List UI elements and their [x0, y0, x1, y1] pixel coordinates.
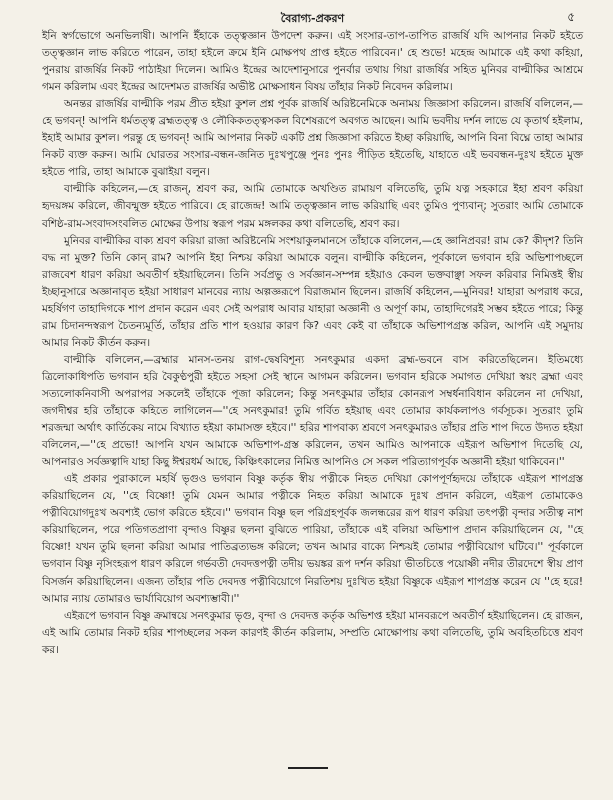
paragraph: বাল্মীকি কহিলেন,—হে রাজন্, শ্রবণ কর, আমি তোমাকে অখণ্ডিত রামায়ণ বলিতেছি, তুমি যত্ন সহকারে ইহা শ্রবণ করিয়া হৃদয়ঙ্গম করিলে, জীবন্মুক্ত হইতে পারিবে। হে রাজেন্দ্র! আমি তত্ত্বজ্ঞান লাভ করিয়াছি এবং তুমিও পুণ্যবান্; সুতরাং আমি তোমাকে বশিষ্ঠ-রাম-সংবাদসংবলিত মোক্ষের উপায় স্বরূপ পরম মঙ্গলকর কথা বলিতেছি, শ্রবণ কর।: [42, 183, 583, 230]
paragraph: ইনি স্বর্গভোগে অনভিলাষী। আপনি ইঁহাকে তত্ত্বজ্ঞান উপদেশ করুন। এই সংসার-তাপ-তাপিত রাজর্ষি যদি আপনার নিকট হইতে তত্ত্বজ্ঞান লাভ করিতে পারেন, তাহা হইলে ক্রমে ইনি মোক্ষপথ প্রাপ্ত হইতে পারিবেন।' হে শুভে! মহেন্দ্র আমাকে এই কথা কহিয়া, পুনরায় রাজর্ষির নিকট পাঠাইয়া দিলেন। আমিও ইন্দ্রের আদেশানুসারে পুনর্বার তথায় গিয়া রাজর্ষির সহিত মুনিবর বাল্মীকির আশ্রমে গমন করিলাম এবং ইন্দ্রের আদেশমত রাজর্ষির অভীষ্ট মোক্ষসাধন বিষয় তাঁহার নিকট নিবেদন করিলাম।: [42, 30, 583, 94]
paragraph: মুনিবর বাল্মীকির বাক্য শ্রবণ করিয়া রাজা অরিষ্টনেমি সংশয়াকুলমানসে তাঁহাকে বলিলেন,—হে জ্ঞানিপ্রবর! রাম কে? কীদৃশ? তিনি বদ্ধ না মুক্ত? তিনি কোন্ রাম? আপনি ইহা নিশ্চয় করিয়া আমাকে বলুন। বাল্মীকি কহিলেন, পূর্বকালে ভগবান হরি অভিশাপচ্ছলে রাজবেশ ধারণ করিয়া অবতীর্ণ হইয়াছিলেন। তিনি সর্বপ্রভু ও সর্বজ্ঞান-সম্পন্ন হইয়াও কেবল ভক্তবাঞ্ছা সফল করিবার নিমিত্তই স্বীয় ইচ্ছানুসারে অজ্ঞানাবৃত হইয়া সাধারণ মানবের ন্যায় অল্পজ্ঞরূপে বিরাজমান ছিলেন। রাজর্ষি কহিলেন,—মুনিবর! যাহারা অপরাধ করে, মহর্ষিগণ তাহাদিগকে শাপ প্রদান করেন এবং সেই অপরাধ আবার যাহারা অজ্ঞানী ও অপূর্ণ কাম, তাহাদিগেরই সম্ভব হইতে পারে; কিন্তু রাম চিদানন্দস্বরূপ চৈতন্যমূর্তি, তাঁহার প্রতি শাপ হওয়ার কারণ কি? এবং কেই বা তাঁহাকে অভিশাপগ্রস্ত করিল, আপনি এই সমুদায় আমার নিকট কীর্তন করুন।: [42, 234, 583, 349]
paragraph: অনন্তর রাজর্ষির বাল্মীকি পরম প্রীত হইয়া কুশল প্রশ্ন পূর্বক রাজর্ষি অরিষ্টনেমিকে অনাময় জিজ্ঞাসা করিলেন। রাজর্ষি বলিলেন,—হে ভগবন্! আপনি ধর্মতত্ত্ব ব্রহ্মতত্ত্ব ও লৌকিকতত্ত্বসকল বিশেষরূপে অবগত আছেন। আমি ভবদীয় দর্শন লাভে যে কৃতার্থ হইলাম, ইহাই আমার কুশল। পরন্তু হে ভগবন্! আমি আপনার নিকট একটি প্রশ্ন জিজ্ঞাসা করিতে ইচ্ছা করিয়াছি, আপনি বিনা বিঘ্নে তাহা আমার নিকট ব্যক্ত করুন। আমি ঘোরতর সংসার-বন্ধন-জনিত দুঃখপুঞ্জে পুনঃ পুনঃ পীড়িত হইতেছি, যাহাতে এই ভববন্ধন-দুঃখ হইতে মুক্ত হইতে পারি, তাহা আমাকে বুঝাইয়া বলুন।: [42, 98, 583, 179]
paragraph: এইরূপে ভগবান বিষ্ণু ক্রমান্বয়ে সনৎকুমার ভৃগু, বৃন্দা ও দেবদত্ত কর্তৃক অভিশপ্ত হইয়া মানবরূপে অবতীর্ণ হইয়াছিলেন। হে রাজন, এই আমি তোমার নিকট হরির শাপচ্ছলের সকল কারণই কীর্তন করিলাম, সম্প্রতি মোক্ষোপায় কথা বলিতেছি, তুমি অবহিতচিত্তে শ্রবণ কর।: [42, 609, 583, 656]
page-number: ৫: [567, 10, 575, 24]
section-end-rule: [288, 767, 328, 769]
paragraph: এই প্রকার পুরাকালে মহর্ষি ভৃগুও ভগবান বিষ্ণু কর্তৃক স্বীয় পত্নীকে নিহত দেখিয়া কোপপূর্ণহৃদয়ে তাঁহাকে এইরূপ শাপগ্রস্ত করিয়াছিলেন যে, ''হে বিষ্ণো! তুমি যেমন আমার পত্নীকে নিহত করিয়া আমাকে দুঃখ প্রদান করিলে, এইরূপ তোমাকেও পত্নীবিয়োগদুঃখ অবশ্যই ভোগ করিতে হইবে।'' ভগবান বিষ্ণু ছল পরিগ্রহপূর্বক জলন্ধরের রূপ ধারণ করিয়া তৎপত্নী বৃন্দার সতীত্ব নাশ করিয়াছিলেন, পরে পতিগতপ্রাণা বৃন্দাও বিষ্ণুর ছলনা বুঝিতে পারিয়া, তাঁহাকে এই বলিয়া অভিশাপ প্রদান করিয়াছিলেন যে, ''হে বিষ্ণো! যখন তুমি ছলনা করিয়া আমার পাতিব্রত্যভঙ্গ করিলে; তখন আমার বাক্যে নিশ্চয়ই তোমার পত্নীবিয়োগ ঘটিবে।'' পূর্বকালে ভগবান বিষ্ণু নৃসিংহরূপ ধারণ করিলে গর্ভবতী দেবদত্তপত্নী তদীয় ভয়ঙ্কর রূপ দর্শন করিয়া ভীতচিত্তে পয়োষ্ণী নদীর তীরদেশে স্বীয় প্রাণ বিসর্জন করিয়াছিলেন। এজন্য তাঁহার পতি দেবদত্ত পত্নীবিয়োগে নিরতিশয় দুঃখিত হইয়া বিষ্ণুকে এইরূপ শাপগ্রস্ত করেন যে ''হে হরে! আমার ন্যায় তোমারও ভার্যাবিয়োগ অবশ্যম্ভাবী।'': [42, 473, 583, 605]
paragraph: বাল্মীকি বলিলেন,—ব্রহ্মার মানস-তনয় রাগ-দ্বেষবিশূন্য সনৎকুমার একদা ব্রহ্ম-ভবনে বাস করিতেছিলেন। ইতিমধ্যে ত্রিলোকাধিপতি ভগবান হরি বৈকুণ্ঠপুরী হইতে সহসা সেই স্থানে আগমন করিলেন। ভগবান হরিকে সমাগত দেখিয়া স্বয়ং ব্রহ্মা এবং সত্যলোকনিবাসী অপরাপর সকলেই তাঁহাকে পূজা করিলেন; কিন্তু সনৎকুমার তাঁহার কোনরূপ সম্বর্ধনাবিধান করিলেন না দেখিয়া, জগদীশ্বর হরি তাঁহাকে কহিতে লাগিলেন—''হে সনৎকুমার! তুমি গর্বিত হইয়াছ এবং তোমার কার্যকলাপও গর্বসূচক। সুতরাং তুমি শরজন্মা অর্থাৎ কার্তিকেয় নামে বিখ্যাত হইয়া কামাসক্ত হইবে।'' হরির শাপবাক্য শ্রবণে সনৎকুমারও তাঁহার প্রতি শাপ দিতে উদ্যত হইয়া বলিলেন,—''হে প্রভো! আপনি যখন আমাকে অভিশাপ-গ্রস্ত করিলেন, তখন আমিও আপনাকে এইরূপ অভিশাপ দিতেছি যে, আপনারও সর্বজ্ঞত্বাদি যাহা কিছু ঈশ্বরধর্ম আছে, কিঞ্চিৎকালের নিমিত্ত আপনিও সে সকল পরিত্যাগপূর্বক অজ্ঞানী হইয়া থাকিবেন।'': [42, 353, 583, 469]
running-header: [42, 8, 583, 28]
chapter-title: বৈরাগ্য-প্রকরণ: [280, 12, 345, 25]
body-text: [42, 28, 583, 659]
